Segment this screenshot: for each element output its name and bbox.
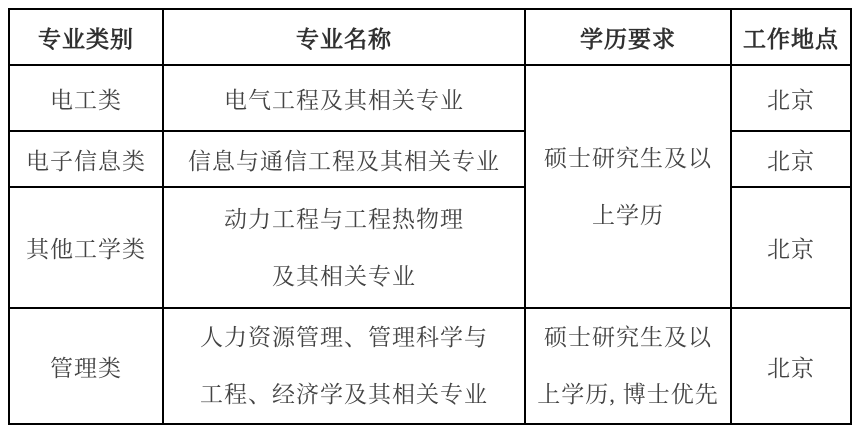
recruitment-table: [8, 8, 852, 425]
table-row: [9, 65, 851, 131]
cell-major-name: 信息与通信工程及其相关专业: [163, 131, 525, 187]
cell-work-location: 北京: [731, 131, 851, 187]
header-major-name: 专业名称: [163, 9, 525, 65]
major-name-line: 及其相关专业: [272, 263, 416, 289]
cell-work-location: 北京: [731, 65, 851, 131]
cell-work-location: 北京: [731, 187, 851, 308]
cell-education-requirement-merged: [525, 65, 731, 308]
cell-major-name: [163, 187, 525, 308]
table-header-row: [9, 9, 851, 65]
cell-major-name: [163, 308, 525, 424]
header-education-requirement: 学历要求: [525, 9, 731, 65]
cell-major-category: 电子信息类: [9, 131, 163, 187]
header-major-category: 专业类别: [9, 9, 163, 65]
cell-major-name: 电气工程及其相关专业: [163, 65, 525, 131]
header-work-location: 工作地点: [731, 9, 851, 65]
table-row: [9, 308, 851, 424]
education-requirement-line: 硕士研究生及以: [544, 145, 712, 171]
education-requirement-line: 上学历: [592, 202, 664, 228]
cell-major-category: 管理类: [9, 308, 163, 424]
cell-major-category: 电工类: [9, 65, 163, 131]
education-requirement-line: 硕士研究生及以: [544, 325, 712, 350]
major-name-line: 工程、经济学及其相关专业: [200, 382, 488, 407]
cell-major-category: 其他工学类: [9, 187, 163, 308]
cell-work-location: 北京: [731, 308, 851, 424]
major-name-line: 人力资源管理、管理科学与: [200, 325, 488, 350]
major-name-line: 动力工程与工程热物理: [224, 206, 464, 232]
education-requirement-line: 上学历, 博士优先: [537, 382, 719, 407]
cell-education-requirement: [525, 308, 731, 424]
